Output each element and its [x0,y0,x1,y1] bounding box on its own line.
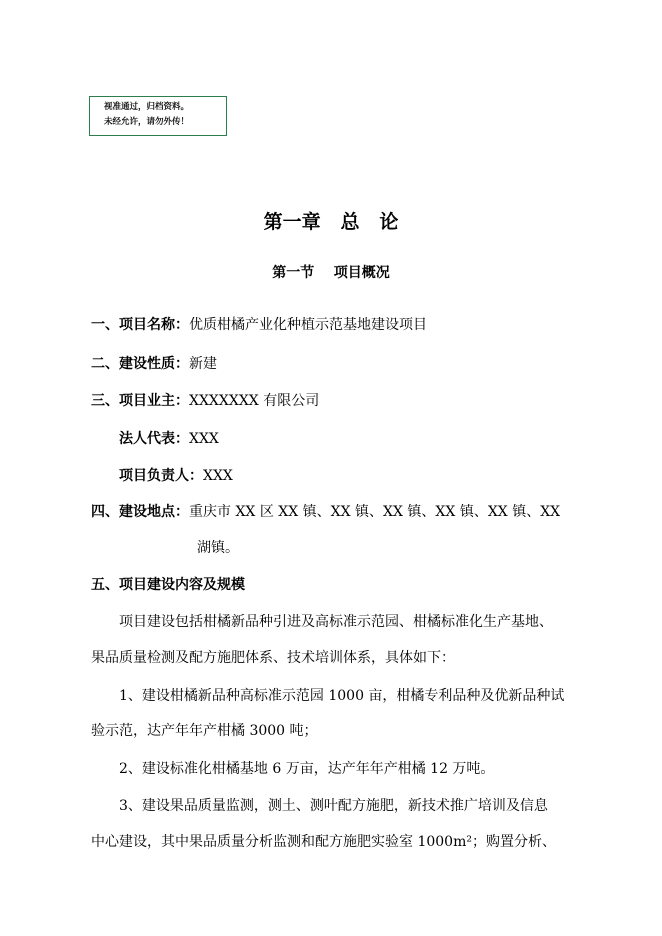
paragraph-4-line-2: 中心建设，其中果品质量分析监测和配方施肥实验室 1000m²；购置分析、 [91,834,556,850]
project-manager-row [119,466,233,486]
construction-nature-value: 新建 [189,356,217,372]
project-manager-value: XXX [203,468,233,484]
construction-nature-label: 二、建设性质： [91,356,189,372]
scope-heading: 五、项目建设内容及规模 [91,577,245,593]
project-owner-value: XXXXXXX 有限公司 [189,393,320,409]
location-value-line-1: 重庆市 XX 区 XX 镇、XX 镇、XX 镇、XX 镇、XX 镇、XX [189,504,561,520]
section-title: 第一节 项目概况 [272,265,390,281]
construction-nature-row [91,354,217,374]
project-name-label: 一、项目名称： [91,317,189,333]
confidential-notice-box [89,96,227,136]
location-value-line-2: 湖镇。 [197,540,239,556]
paragraph-1-line-1: 项目建设包括柑橘新品种引进及高标准示范园、柑橘标准化生产基地、 [119,614,553,630]
location-label: 四、建设地点： [91,504,189,520]
paragraph-2-line-1: 1、建设柑橘新品种高标准示范园 1000 亩，柑橘专利品种及优新品种试 [119,688,565,704]
legal-rep-row [119,429,219,449]
project-name-value: 优质柑橘产业化种植示范基地建设项目 [189,317,427,333]
chapter-title: 第一章 总 论 [263,211,399,233]
project-owner-row [91,391,319,411]
project-manager-label: 项目负责人： [119,468,203,484]
location-row [91,502,560,522]
notice-line-2: 未经允许，请勿外传！ [104,117,190,127]
project-name-row [91,315,427,335]
legal-rep-value: XXX [189,431,219,447]
paragraph-3-line-1: 2、建设标准化柑橘基地 6 万亩，达产年年产柑橘 12 万吨。 [119,761,495,777]
notice-line-1: 视准通过，归档资料。 [104,102,190,112]
project-owner-label: 三、项目业主： [91,393,189,409]
paragraph-2-line-2: 验示范，达产年年产柑橘 3000 吨； [91,723,318,739]
paragraph-4-line-1: 3、建设果品质量监测，测土、测叶配方施肥，新技术推广培训及信息 [119,798,548,814]
paragraph-1-line-2: 果品质量检测及配方施肥体系、技术培训体系，具体如下： [91,650,455,666]
legal-rep-label: 法人代表： [119,431,189,447]
